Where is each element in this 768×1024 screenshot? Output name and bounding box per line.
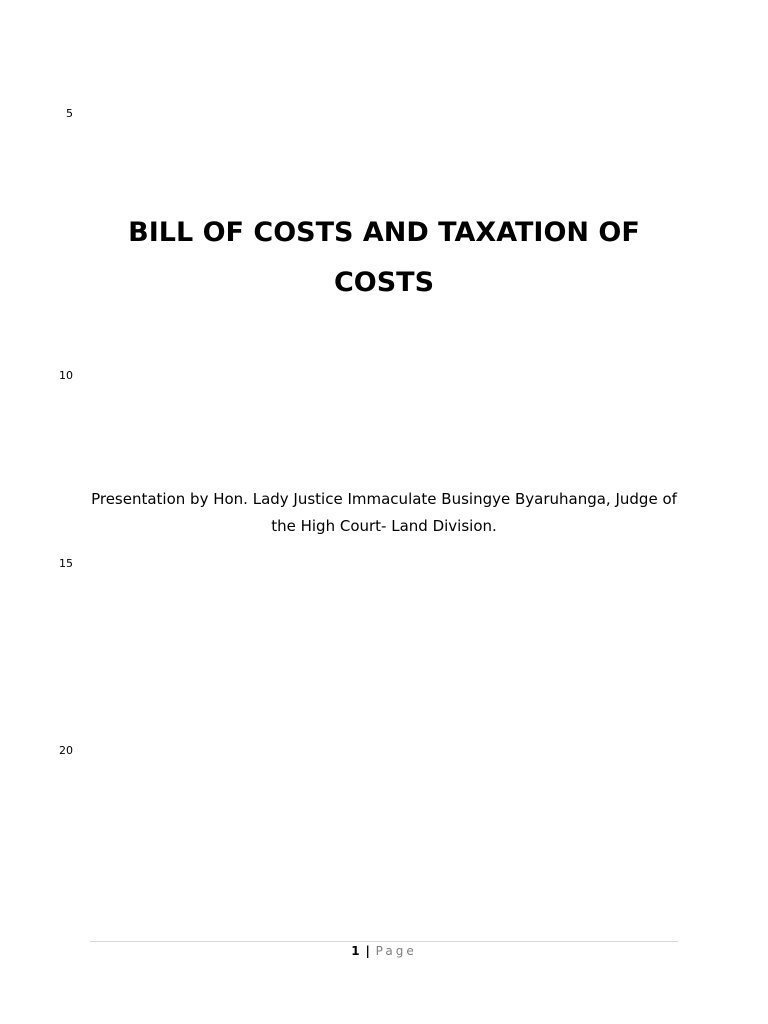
footer-page-number: 1 <box>351 944 360 958</box>
page-footer <box>90 943 678 959</box>
footer-page-label: Page <box>375 944 417 958</box>
line-number-15: 15 <box>59 557 73 570</box>
line-number-10: 10 <box>59 369 73 382</box>
document-title: BILL OF COSTS AND TAXATION OF COSTS <box>128 217 640 298</box>
footer-separator: | <box>365 944 370 958</box>
line-number-5: 5 <box>66 107 73 120</box>
footer-divider <box>90 941 678 942</box>
line-number-20: 20 <box>59 744 73 757</box>
presentation-byline: Presentation by Hon. Lady Justice Immaculate Busingye Byaruhanga, Judge of the High Court- Land Division. <box>91 490 677 535</box>
